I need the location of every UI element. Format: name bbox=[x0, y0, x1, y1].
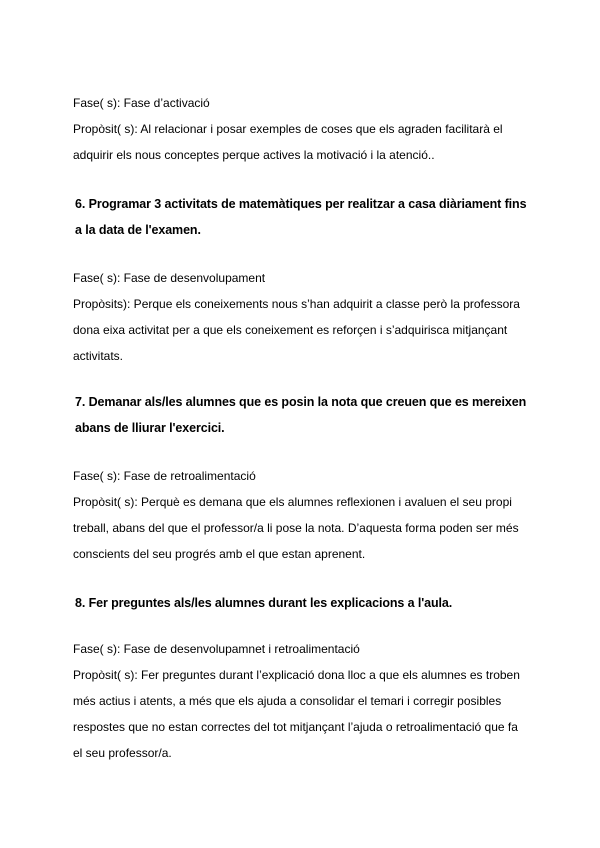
section-activity-8-text bbox=[73, 636, 533, 766]
heading-activity-6 bbox=[75, 191, 535, 243]
heading-line: a la data de l'examen. bbox=[75, 223, 201, 237]
heading-line: 7. Demanar als/les alumnes que es posin la nota que creuen que es mereixen bbox=[75, 395, 527, 409]
purpose-line: el seu professor/a. bbox=[73, 746, 172, 760]
purpose-line: Propòsit( s): Perquè es demana que els alumnes reflexionen i avaluen el seu propi bbox=[73, 495, 512, 509]
purpose-line: adquirir els nous conceptes perque actives la motivació i la atenció.. bbox=[73, 148, 435, 162]
heading-activity-8 bbox=[75, 590, 535, 616]
section-activation-text bbox=[73, 90, 533, 168]
section-activity-6-text bbox=[73, 265, 533, 369]
section-activity-7-text bbox=[73, 463, 533, 567]
heading-activity-7 bbox=[75, 389, 535, 441]
phase-line: Fase( s): Fase de desenvolupament bbox=[73, 271, 266, 285]
purpose-line: activitats. bbox=[73, 349, 124, 363]
purpose-line: respostes que no estan correctes del tot mitjançant l’ajuda o retroalimentació que fa bbox=[73, 720, 518, 734]
phase-line: Fase( s): Fase de retroalimentació bbox=[73, 469, 256, 483]
purpose-line: conscients del seu progrés amb el que estan aprenent. bbox=[73, 547, 366, 561]
phase-line: Fase( s): Fase de desenvolupamnet i retroalimentació bbox=[73, 642, 360, 656]
heading-line: 6. Programar 3 activitats de matemàtiques per realitzar a casa diàriament fins bbox=[75, 197, 527, 211]
purpose-line: Propòsits): Perque els coneixements nous s’han adquirit a classe però la professora bbox=[73, 297, 520, 311]
purpose-line: treball, abans del que el professor/a li pose la nota. D’aquesta forma poden ser més bbox=[73, 521, 519, 535]
purpose-line: dona eixa activitat per a que els coneixement es reforçen i s’adquirisca mitjançant bbox=[73, 323, 508, 337]
heading-line: 8. Fer preguntes als/les alumnes durant les explicacions a l'aula. bbox=[75, 596, 453, 610]
heading-line: abans de lliurar l'exercici. bbox=[75, 421, 225, 435]
purpose-line: Propòsit( s): Fer preguntes durant l’explicació dona lloc a que els alumnes es troben bbox=[73, 668, 520, 682]
purpose-line: Propòsit( s): Al relacionar i posar exemples de coses que els agraden facilitarà el bbox=[73, 122, 503, 136]
purpose-line: més actius i atents, a més que els ajuda a consolidar el temari i corregir posibles bbox=[73, 694, 502, 708]
phase-line: Fase( s): Fase d’activació bbox=[73, 96, 210, 110]
